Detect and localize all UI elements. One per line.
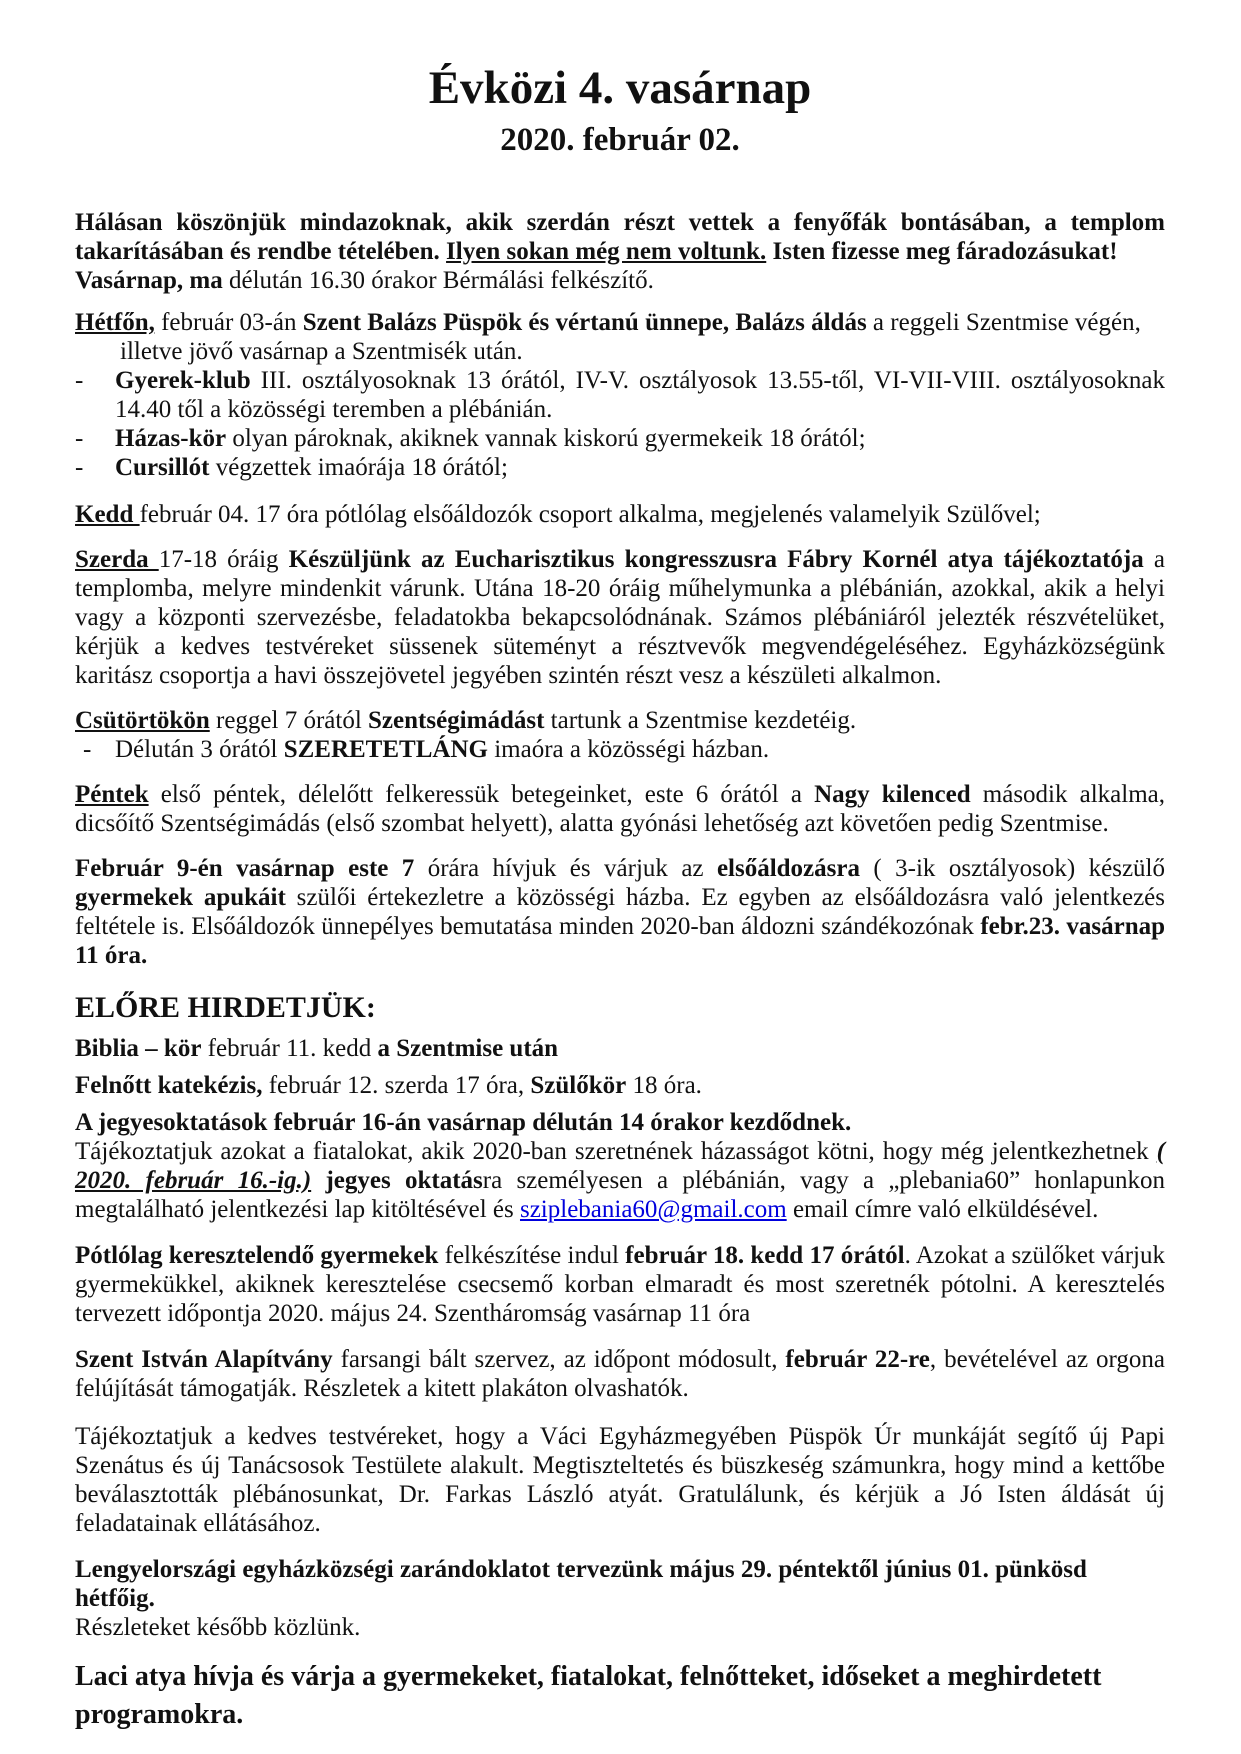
paragraph-szenatus <box>75 1422 1165 1538</box>
text-run: ( 2020. február 16.-ig.) <box>75 1138 1165 1194</box>
text-run: Hálásan köszönjük mindazoknak, akik szerdán részt vettek a fenyőfák bontásában, a templom takarításában és rendbe tételében. <box>75 209 1165 265</box>
text-run: a reggeli Szentmise végén, illetve jövő vasárnap a Szentmisék után. <box>120 309 1141 365</box>
text-run: Ilyen sokan még nem voltunk. <box>446 238 767 265</box>
text-run: farsangi bált szervez, az időpont módosult, <box>332 1346 786 1373</box>
text-run: Nagy kilenced <box>814 781 971 808</box>
paragraph-zarandoklat <box>75 1555 1165 1642</box>
list-dash: - <box>75 367 84 394</box>
paragraph-kereszteles <box>75 1241 1165 1328</box>
list-item-text <box>115 453 1165 482</box>
text-run: Isten fizesse meg fáradozásukat! <box>766 238 1118 265</box>
paragraph-jegyesoktatas-heading: A jegyesoktatások február 16-án vasárnap délután 14 órakor kezdődnek. <box>75 1109 852 1136</box>
paragraph-friday <box>75 780 1165 838</box>
text-run: második alkalma, dicsőítő Szentségimádás (első szombat helyett), alatta gyónási lehetőség azt követően pedig Szentmise. <box>75 781 1165 837</box>
text-run: 18 óra. <box>626 1072 702 1099</box>
text-run: SZERETETLÁNG <box>283 736 488 763</box>
text-run: Részleteket később közlünk. <box>75 1614 361 1641</box>
text-run: Felnőtt katekézis, <box>75 1072 263 1099</box>
text-run: február 03-án <box>154 309 303 336</box>
text-run: felkészítése indul <box>438 1242 626 1269</box>
paragraph-katekezis <box>75 1071 1165 1100</box>
text-run: február 22-re <box>785 1346 930 1373</box>
paragraph-intro <box>75 208 1165 295</box>
text-run: Délután 3 órától <box>115 736 284 763</box>
text-run: Vasárnap, ma <box>75 267 229 294</box>
text-run: gyermekek apukáit <box>75 884 286 911</box>
text-run: Február 9-én vasárnap este 7 <box>75 855 415 882</box>
text-run: imaóra a közösségi házban. <box>487 736 770 763</box>
text-run: Szent Balázs Püspök és vértanú ünnepe, Balázs áldás <box>302 309 867 336</box>
doc-date: 2020. február 02. <box>500 122 740 158</box>
text-run: Péntek <box>75 781 149 808</box>
text-run: elsőáldozásra <box>716 855 860 882</box>
list-item-text <box>115 366 1165 424</box>
text-run: szülői értekezletre a közösségi házba. Ez egyben az elsőáldozásra való jelentkezés feltétele is. Elsőáldozók ünnepélyes bemutatása minden 2020-ban áldozni szándékozónak <box>75 884 1166 940</box>
text-run: Pótlólag keresztelendő gyermekek <box>75 1242 439 1269</box>
text-run: Kedd <box>75 501 140 528</box>
text-run: Szülőkör <box>530 1072 627 1099</box>
list-dash: - <box>75 454 84 481</box>
text-run: Csütörtökön <box>75 707 210 734</box>
text-run <box>311 1167 325 1194</box>
text-run: olyan pároknak, akiknek vannak kiskorú gyermekeik 18 órától; <box>226 425 866 452</box>
text-run: Gyerek-klub <box>115 367 251 394</box>
text-run: email címre való elküldésével. <box>786 1196 1099 1223</box>
text-run: első péntek, délelőtt felkeressük betegeinket, este 6 órától a <box>148 781 815 808</box>
text-run: Lengyelországi egyházközségi zarándoklatot tervezünk május 29. péntektől június 01. pünkösd hétfőig. <box>75 1556 1087 1612</box>
paragraph-feb9 <box>75 854 1165 970</box>
email-link[interactable]: sziplebania60@gmail.com <box>519 1196 787 1223</box>
section-heading-elore-hirdetjuk: ELŐRE HIRDETJÜK: <box>75 991 376 1024</box>
paragraph-wednesday <box>75 545 1165 690</box>
text-run: végzettek imaórája 18 órától; <box>209 454 508 481</box>
paragraph-jegyesoktatas <box>75 1137 1165 1224</box>
paragraph-thursday <box>75 706 1165 735</box>
text-run: Szerda <box>75 546 159 573</box>
list-item-text <box>115 735 1165 764</box>
text-run: III. osztályosoknak 13 órától, IV-V. osztályosok 13.55-től, VI-VII-VIII. osztályosoknak 14.40 től a közösségi teremben a plébánián. <box>115 367 1165 423</box>
list-dash: - <box>75 425 84 452</box>
text-run: Tájékoztatjuk azokat a fiatalokat, akik 2020-ban szeretnének házasságot kötni, hogy még jelentkezhetnek <box>75 1138 1157 1165</box>
text-run: 17-18 óráig <box>158 546 289 573</box>
list-dash: - <box>83 736 92 763</box>
text-run: Hétfőn, <box>75 309 155 336</box>
text-run: Készüljünk az Eucharisztikus kongresszusra Fábry Kornél atya tájékoztatója <box>288 546 1144 573</box>
text-run: Cursillót <box>115 454 210 481</box>
text-run: február 12. szerda 17 óra, <box>262 1072 531 1099</box>
text-run: febr.23. vasárnap 11 óra. <box>75 913 1165 969</box>
paragraph-alapitvany <box>75 1345 1165 1403</box>
text-run: február 04. 17 óra pótlólag elsőáldozók csoport alkalma, megjelenés valamelyik Szülővel; <box>139 501 1041 528</box>
paragraph-biblia-kor <box>75 1034 1165 1063</box>
text-run: Szent István Alapítvány <box>75 1346 333 1373</box>
list-item-hazaskor <box>75 424 1165 453</box>
text-run: Szentségimádást <box>368 707 545 734</box>
doc-title: Évközi 4. vasárnap <box>428 62 812 114</box>
text-run: Házas-kör <box>115 425 227 452</box>
text-run: Tájékoztatjuk a kedves testvéreket, hogy a Váci Egyházmegyében Püspök Úr munkáját segítő új Papi Szenátus és új Tanácsosok Testülete alakult. Megtiszteltetés és büszkeség számunkra, hogy mind a kettőbe beválasztották plébánosunkat, Dr. Farkas László atyát. Gratulálunk, és kérjük a Jó Isten áldását új feladatainak ellátásához. <box>75 1423 1165 1537</box>
paragraph-monday <box>75 308 1165 366</box>
text-run: Biblia – kör <box>75 1035 202 1062</box>
paragraph-tuesday <box>75 500 1165 529</box>
list-item-szeretetlang <box>75 735 1165 764</box>
text-run: ra személyesen a plébánián, vagy a „plebania60” honlapunkon megtalálható jelentkezési lap kitöltésével és <box>75 1167 1166 1223</box>
text-run: . Azokat a szülőket várjuk gyermekükkel, akiknek keresztelése csecsemő korban elmaradt és most szeretnék pótolni. A keresztelés tervezett időpontja 2020. május 24. Szentháromság vasárnap 11 óra <box>75 1242 1165 1327</box>
text-run: órára hívjuk és várjuk az <box>414 855 717 882</box>
text-run: tartunk a Szentmise kezdetéig. <box>544 707 857 734</box>
text-run: jegyes oktatás <box>325 1167 483 1194</box>
text-run: február 11. kedd <box>201 1035 378 1062</box>
text-run: reggel 7 órától <box>209 707 369 734</box>
list-item-text <box>115 424 1165 453</box>
text-run: február 18. kedd 17 órától <box>625 1242 905 1269</box>
list-item-gyerekklub <box>75 366 1165 424</box>
list-item-cursillo <box>75 453 1165 482</box>
paragraph-closing: Laci atya hívja és várja a gyermekeket, fiatalokat, felnőtteket, időseket a meghirdetett programokra. <box>75 1661 1102 1730</box>
text-run: a templomba, melyre mindenkit várunk. Utána 18-20 óráig műhelymunka a plébánián, azokkal, akik a helyi vagy a központi szervezésbe, feladatokba bekapcsolódnának. Számos plébániáról jelezték részvételüket, kérjük a kedves testvéreket süssenek süteményt a résztvevők megvendégeléséhez. Egyházközségünk karitász csoportja a havi összejövetel jegyében szintén részt vesz a készületi alkalmon. <box>75 546 1165 689</box>
text-run: , bevételével az orgona felújítását támogatják. Részletek a kitett plakáton olvashatók. <box>75 1346 1165 1402</box>
text-run: délután 16.30 órakor Bérmálási felkészítő. <box>228 267 654 294</box>
text-run: a Szentmise után <box>377 1035 559 1062</box>
text-run: ( 3-ik osztályosok) készülő <box>859 855 1165 882</box>
